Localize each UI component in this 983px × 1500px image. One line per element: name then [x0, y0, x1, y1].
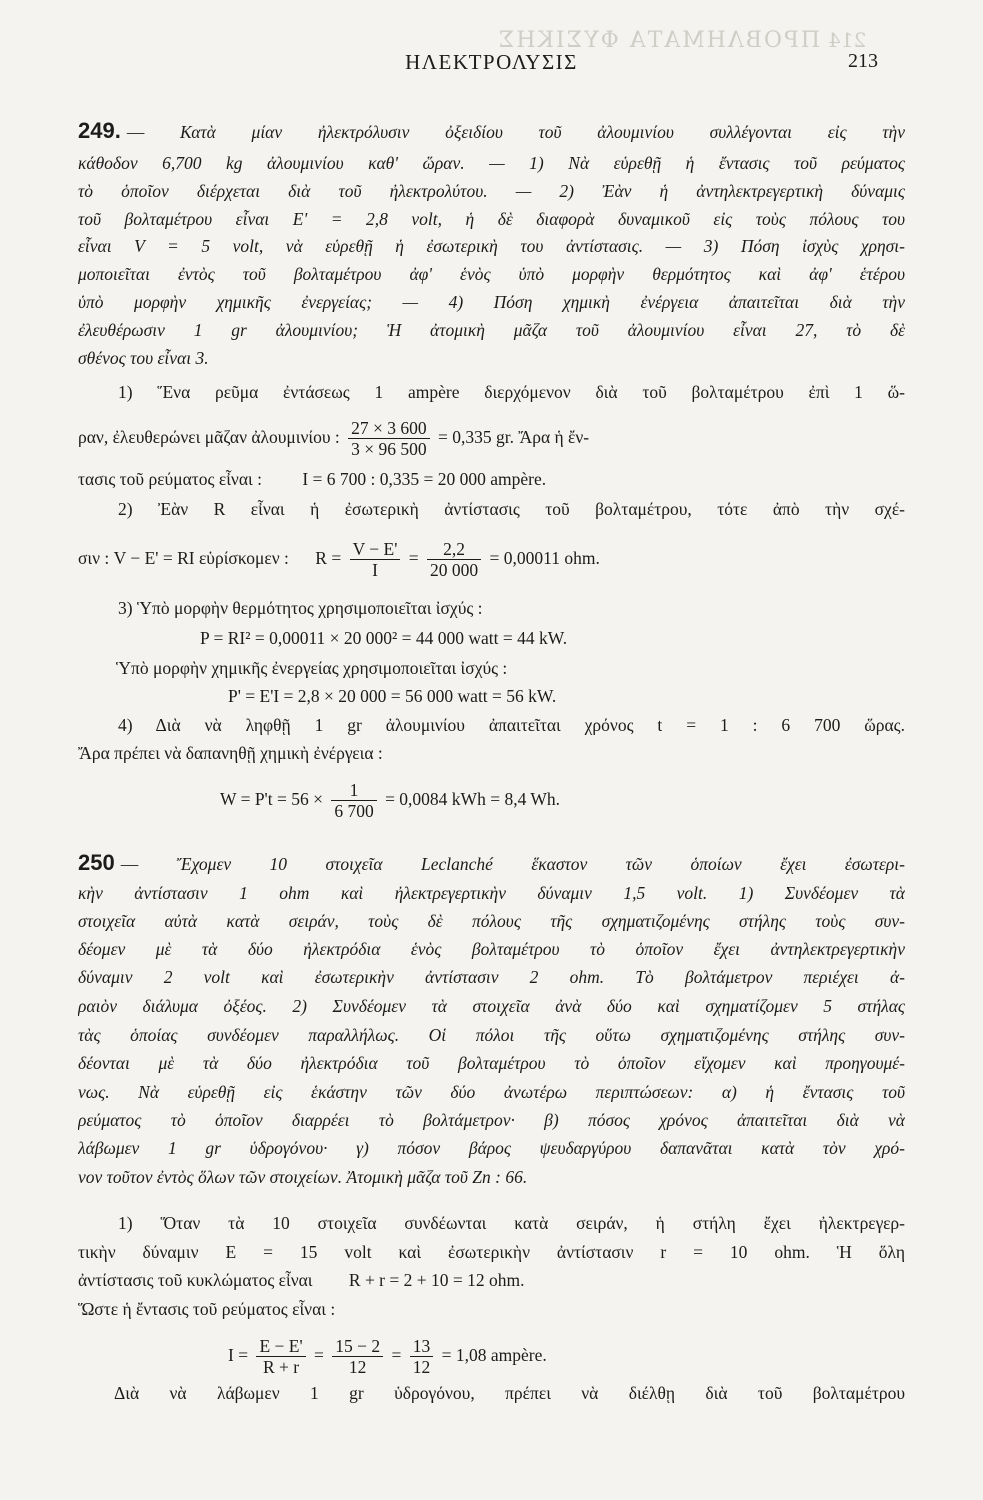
problem-249-line-4: τοῦ βολταμέτρου εἶναι E' = 2,8 volt, ἡ δὲ διαφορὰ δυναμικοῦ εἰς τοὺς πόλους του — [78, 209, 905, 229]
problem-250-number: 250 — [78, 850, 115, 875]
running-head-title: ΗΛΕΚΤΡΟΛΥΣΙΣ — [405, 50, 578, 74]
bleed-through-header: ΠΡΟΒΛΗΜΑΤΑ ΦΥΣΙΚΗΣ — [496, 28, 820, 53]
problem-249-line-9: σθένος του εἶναι 3. — [78, 348, 209, 368]
sol-250-1-line-4: Ὥστε ἡ ἔντασις τοῦ ρεύματος εἶναι : — [78, 1299, 336, 1319]
problem-249-line-2: κάθοδον 6,700 kg ἀλουμινίου καθ' ὥραν. — 1) Νὰ εὑρεθῇ ἡ ἔντασις τοῦ ρεύματος — [78, 153, 905, 173]
fraction-resistance-value: $\frac{2,2}{20 000}$ — [427, 539, 481, 580]
sol-249-2-line-2: σιν : V − E' = RI εὑρίσκομεν : R = $\frac{V - E'}{I}$ = $\frac{2,2}{20 000}$ = 0,00011 ohm. — [78, 539, 600, 581]
problem-250-line-4: δέομεν μὲ τὰ δύο ἠλεκτρόδια ἑνὸς βολταμέτρου τὸ ὁποῖον ἔχει ἀντηλεκτρεγερτικὴν — [78, 939, 905, 959]
fraction-current-formula: $\frac{E - E'}{R + r}$ — [256, 1336, 305, 1377]
sol-249-4-line-3: W = P't = 56 × $\frac{1}{6 700}$ = 0,0084 kWh = 8,4 Wh. — [220, 780, 561, 822]
problem-249-line-1: 249. — Κατὰ μίαν ἠλεκτρόλυσιν ὀξειδίου τοῦ ἀλουμινίου συλλέγονται εἰς τὴν — [78, 118, 905, 143]
sol-249-1-line-2: ραν, ἐλευθερώνει μᾶζαν ἀλουμινίου : $\frac{27 \times 3 600}{3 \times 96 500}$ = 0,335 gr. Ἄρα ἡ ἔν- — [78, 418, 590, 460]
problem-250-line-1: 250 — Ἔχομεν 10 στοιχεῖα Leclanché ἕκαστον τῶν ὁποίων ἔχει ἐσωτερι- — [78, 850, 905, 875]
sol-249-3-line-4: P' = E'I = 2,8 × 20 000 = 56 000 watt = 56 kW. — [228, 686, 557, 706]
sol-249-1-line-1: 1) Ἕνα ρεῦμα ἐντάσεως 1 ampère διερχόμενον διὰ τοῦ βολταμέτρου ἐπὶ 1 ὥ- — [118, 382, 905, 402]
problem-250-line-2: κὴν ἀντίστασιν 1 ohm καὶ ἠλεκτρεγερτικὴν δύναμιν 1,5 volt. 1) Συνδέομεν τὰ — [78, 883, 905, 903]
problem-250-line-9: νως. Νὰ εὑρεθῇ εἰς ἑκάστην τῶν δύο ἀνωτέρω περιπτώσεων: α) ἡ ἔντασις τοῦ — [78, 1082, 905, 1102]
fraction-time: $\frac{1}{6 700}$ — [331, 780, 376, 821]
problem-250-line-10: ρεύματος τὸ ὁποῖον διαρρέει τὸ βολτάμετρον· β) πόσος χρόνος ἀπαιτεῖται διὰ νὰ — [78, 1110, 905, 1130]
problem-250-line-3: στοιχεῖα αὐτὰ κατὰ σειράν, τοὺς δὲ πόλους τῆς σχηματιζομένης στήλης τοὺς συν- — [78, 911, 905, 931]
problem-249-line-7: ὑπὸ μορφὴν χημικῆς ἐνεργείας; — 4) Πόση χημικὴ ἐνέργεια ἀπαιτεῖται διὰ τὴν — [78, 292, 905, 312]
problem-249-line-8: ἐλευθέρωσιν 1 gr ἀλουμινίου; Ἡ ἀτομικὴ μᾶζα τοῦ ἀλουμινίου εἶναι 27, τὸ δὲ — [78, 320, 905, 340]
fraction-resistance: $\frac{V - E'}{I}$ — [350, 539, 401, 580]
problem-250-line-6: ραιὸν διάλυμα ὀξέος. 2) Συνδέομεν τὰ στοιχεῖα ἀνὰ δύο καὶ σχηματίζομεν 5 στήλας — [78, 996, 905, 1016]
sol-249-4-line-1: 4) Διὰ νὰ ληφθῇ 1 gr ἀλουμινίου ἀπαιτεῖται χρόνος t = 1 : 6 700 ὥρας. — [118, 715, 905, 735]
problem-250-line-5: δύναμιν 2 volt καὶ ἐσωτερικὴν ἀντίστασιν 2 ohm. Τὸ βολτάμετρον περιέχει ἀ- — [78, 967, 905, 987]
problem-249-number: 249. — [78, 118, 121, 143]
sol-250-1-line-2: τικὴν δύναμιν E = 15 volt καὶ ἐσωτερικὴν ἀντίστασιν r = 10 ohm. Ἡ ὅλη — [78, 1242, 905, 1262]
bleed-through-page-number: 214 — [828, 28, 867, 52]
problem-250-line-12: νον τοῦτον ἐντὸς ὅλων τῶν στοιχείων. Ἀτομικὴ μᾶζα τοῦ Zn : 66. — [78, 1167, 528, 1187]
problem-249-line-3: τὸ ὁποῖον διέρχεται διὰ τοῦ ἠλεκτρολύτου. — 2) Ἐὰν ἡ ἀντηλεκτρεγερτικὴ δύναμις — [78, 181, 905, 201]
sol-250-1-line-6: Διὰ νὰ λάβωμεν 1 gr ὑδρογόνου, πρέπει νὰ διέλθῃ διὰ τοῦ βολταμέτρου — [114, 1383, 905, 1403]
sol-249-3-line-2: P = RI² = 0,00011 × 20 000² = 44 000 watt = 44 kW. — [200, 628, 568, 648]
problem-250-line-11: λάβωμεν 1 gr ὑδρογόνου· γ) πόσον βάρος ψευδαργύρου δαπανᾶται κατὰ τὸν χρό- — [78, 1138, 905, 1158]
sol-249-3-line-1: 3) Ὑπὸ μορφὴν θερμότητος χρησιμοποιεῖται ἰσχύς : — [118, 598, 483, 618]
fraction-aluminium-mass: $\frac{27 \times 3 600}{3 \times 96 500}$ — [348, 418, 430, 459]
problem-250-line-7: τὰς ὁποίας συνδέομεν παραλλήλως. Οἱ πόλοι τῆς οὕτω σχηματιζομένης στήλης συν- — [78, 1025, 905, 1045]
fraction-current-values: $\frac{15 - 2}{12}$ — [332, 1336, 383, 1377]
sol-250-1-line-1: 1) Ὅταν τὰ 10 στοιχεῖα συνδέωνται κατὰ σειράν, ἡ στήλη ἔχει ἠλεκτρεγερ- — [118, 1213, 905, 1233]
page-number: 213 — [848, 50, 878, 72]
problem-249-line-6: μοποιεῖται ἐντὸς τοῦ βολταμέτρου ἀφ' ἑνὸς ὑπὸ μορφὴν θερμότητος καὶ ἀφ' ἑτέρου — [78, 264, 905, 284]
sol-249-3-line-3: Ὑπὸ μορφὴν χημικῆς ἐνεργείας χρησιμοποιεῖται ἰσχύς : — [116, 658, 508, 678]
sol-250-1-line-5: I = $\frac{E - E'}{R + r}$ = $\frac{15 - 2}{12}$ = $\frac{13}{12}$ = 1,08 ampère. — [228, 1336, 547, 1378]
sol-249-4-line-2: Ἄρα πρέπει νὰ δαπανηθῇ χημικὴ ἐνέργεια : — [78, 743, 383, 763]
fraction-current-simplified: $\frac{13}{12}$ — [410, 1336, 434, 1377]
sol-249-1-line-3: τασις τοῦ ρεύματος εἶναι : I = 6 700 : 0,335 = 20 000 ampère. — [78, 469, 547, 489]
sol-250-1-line-3: ἀντίστασις τοῦ κυκλώματος εἶναι R + r = 2 + 10 = 12 ohm. — [78, 1270, 525, 1290]
sol-249-2-line-1: 2) Ἐὰν R εἶναι ἡ ἐσωτερικὴ ἀντίστασις τοῦ βολταμέτρου, τότε ἀπὸ τὴν σχέ- — [118, 499, 905, 519]
problem-250-line-8: δέονται μὲ τὰ δύο ἠλεκτρόδια τοῦ βολταμέτρου τὸ ὁποῖον εἴχομεν καὶ προηγουμέ- — [78, 1053, 905, 1073]
problem-249-line-5: εἶναι V = 5 volt, νὰ εὑρεθῇ ἡ ἐσωτερικὴ του ἀντίστασις. — 3) Πόση ἰσχὺς χρησι- — [78, 236, 905, 256]
